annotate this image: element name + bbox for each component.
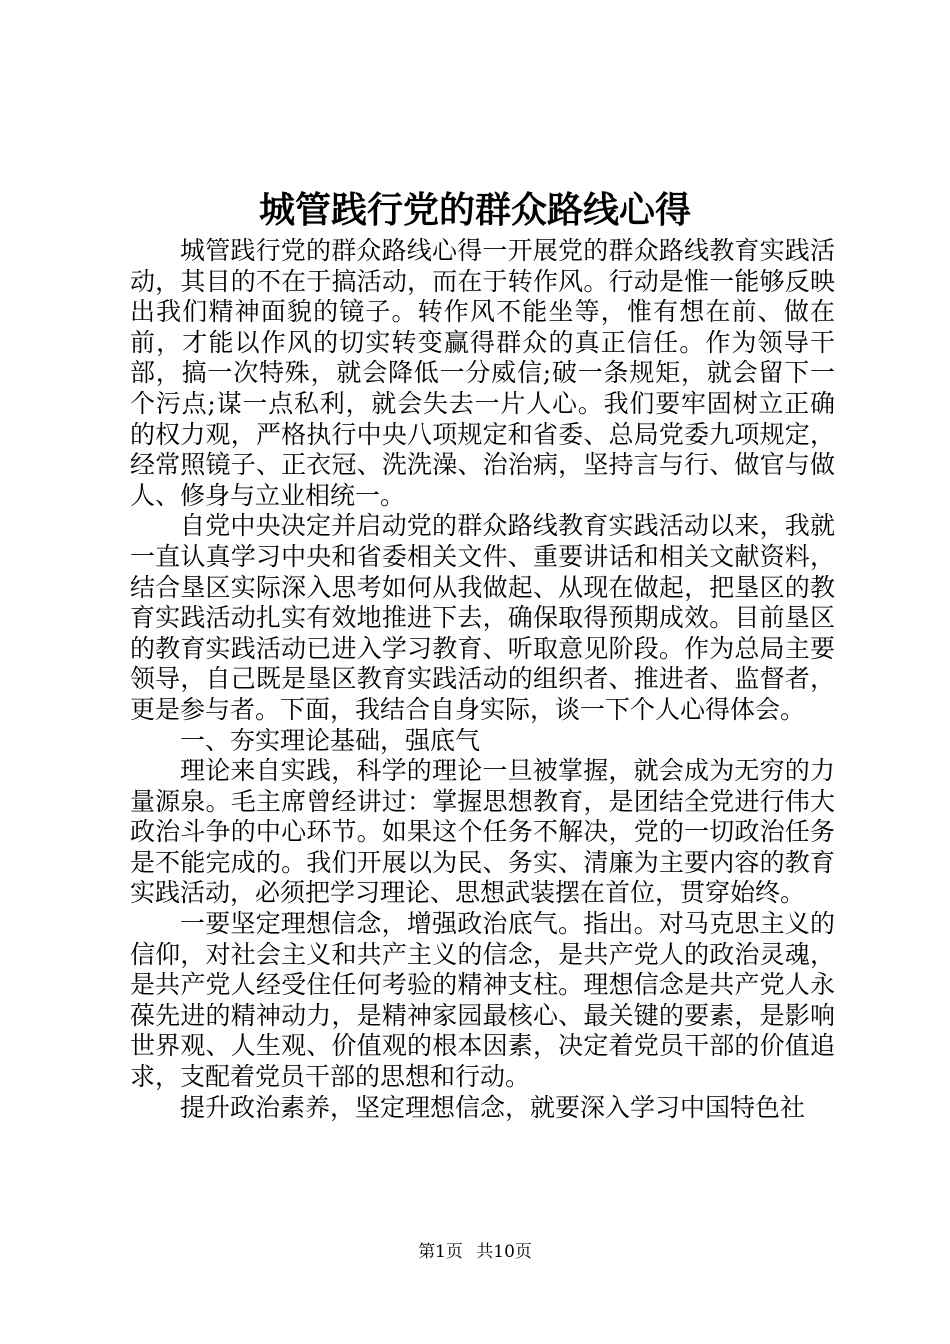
page-number: 第1页 — [418, 1242, 463, 1262]
page-total: 共10页 — [476, 1242, 532, 1262]
paragraph-background: 自党中央决定并启动党的群众路线教育实践活动以来，我就一直认真学习中央和省委相关文件、重要讲话和相关文献资料，结合垦区实际深入思考如何从我做起、从现在做起，把垦区的教育实践活动扎实有效地推进下去，确保取得预期成效。目前垦区的教育实践活动已进入学习教育、听取意见阶段。作为总局主要领导，自己既是垦区教育实践活动的组织者、推进者、监督者，更是参与者。下面，我结合自身实际，谈一下个人心得体会。 — [130, 511, 835, 724]
paragraph-intro: 城管践行党的群众路线心得一开展党的群众路线教育实践活动，其目的不在于搞活动，而在于转作风。行动是惟一能够反映出我们精神面貌的镜子。转作风不能坐等，惟有想在前、做在前，才能以作风的切实转变赢得群众的真正信任。作为领导干部，搞一次特殊，就会降低一分威信;破一条规矩，就会留下一个污点;谋一点私利，就会失去一片人心。我们要牢固树立正确的权力观，严格执行中央八项规定和省委、总局党委九项规定，经常照镜子、正衣冠、洗洗澡、治治病，坚持言与行、做官与做人、修身与立业相统一。 — [130, 236, 835, 510]
document-title: 城管践行党的群众路线心得 — [258, 189, 691, 231]
paragraph-politics: 提升政治素养，坚定理想信念，就要深入学习中国特色社 — [180, 1092, 806, 1122]
paragraph-ideals: 一要坚定理想信念，增强政治底气。指出。对马克思主义的信仰，对社会主义和共产主义的信念，是共产党人的政治灵魂，是共产党人经受住任何考验的精神支柱。理想信念是共产党人永葆先进的精神动力，是精神家园最核心、最关键的要素，是影响世界观、人生观、价值观的根本因素，决定着党员干部的价值追求，支配着党员干部的思想和行动。 — [130, 909, 835, 1092]
page-footer — [0, 1240, 950, 1264]
paragraph-theory: 理论来自实践，科学的理论一旦被掌握，就会成为无穷的力量源泉。毛主席曾经讲过：掌握思想教育，是团结全党进行伟大政治斗争的中心环节。如果这个任务不解决，党的一切政治任务是不能完成的。我们开展以为民、务实、清廉为主要内容的教育实践活动，必须把学习理论、思想武装摆在首位，贯穿始终。 — [130, 756, 835, 908]
document-body — [130, 236, 835, 1123]
section-heading-1: 一、夯实理论基础，强底气 — [180, 725, 481, 755]
